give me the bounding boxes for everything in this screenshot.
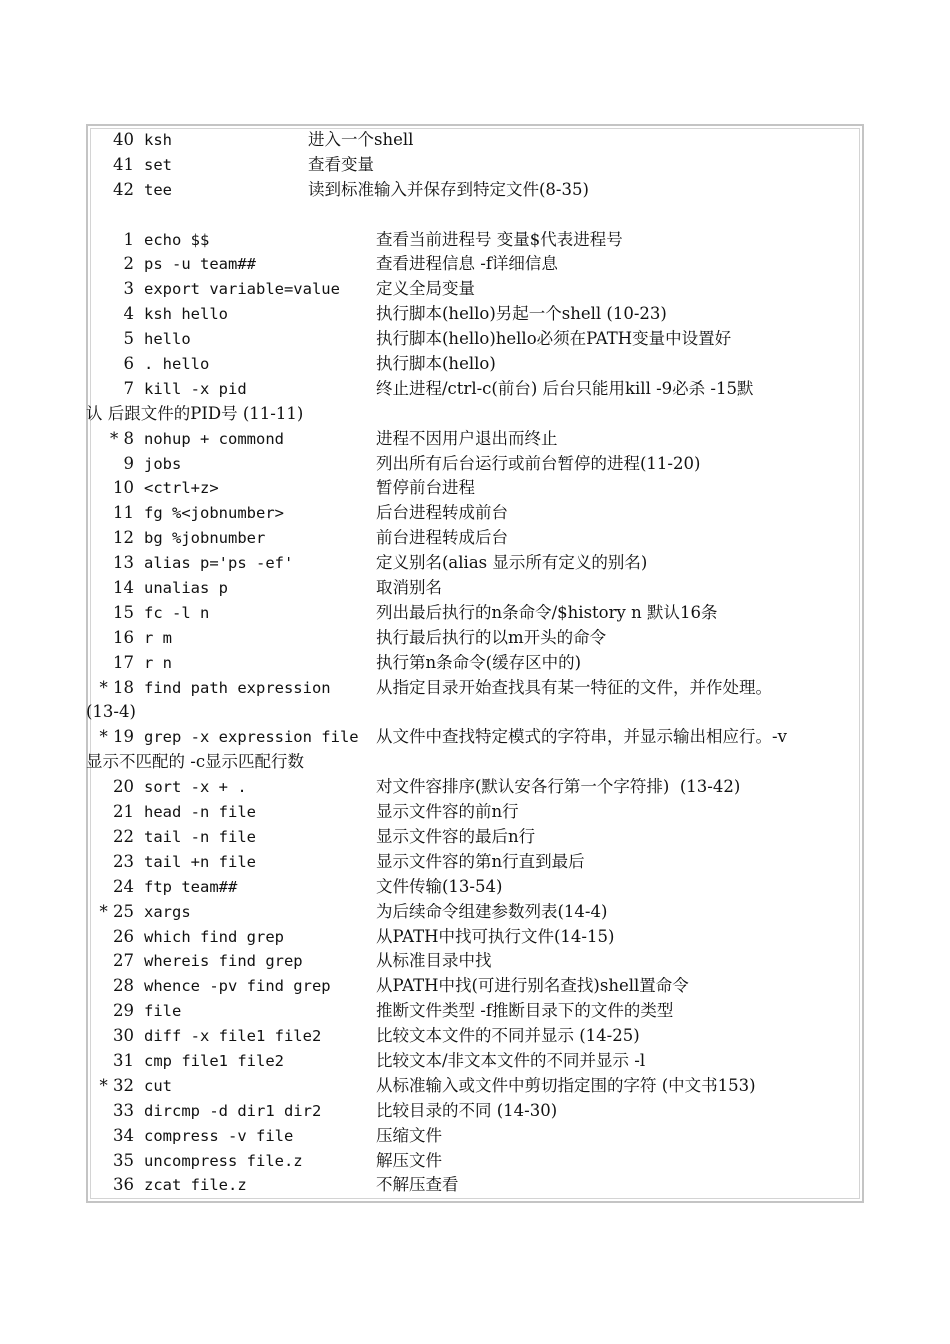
command-description: 暂停前台进程 bbox=[376, 478, 475, 498]
command-number: 4 bbox=[123, 304, 134, 324]
command-number: 16 bbox=[113, 627, 134, 647]
command-description: 从文件中查找特定模式的字符串，并显示输出相应行。-v bbox=[376, 727, 787, 747]
command-row-continuation bbox=[86, 750, 860, 775]
command-description: 进程不因用户退出而终止 bbox=[376, 428, 558, 448]
command-number: 35 bbox=[113, 1150, 134, 1170]
command-number: 14 bbox=[113, 578, 134, 598]
command-description: 为后续命令组建参数列表(14-4) bbox=[376, 901, 608, 921]
command-number: 9 bbox=[123, 453, 134, 473]
command-number: 20 bbox=[113, 777, 134, 797]
command-number: 29 bbox=[113, 1001, 134, 1021]
command-number: 42 bbox=[113, 179, 134, 199]
command-text: diff -x file1 file2 bbox=[144, 1027, 322, 1046]
command-text: r m bbox=[144, 628, 172, 647]
command-number: 17 bbox=[113, 652, 134, 672]
command-text: whence -pv find grep bbox=[144, 977, 331, 996]
command-row bbox=[90, 601, 860, 626]
command-description: 列出最后执行的n条命令/$history n 默认16条 bbox=[376, 602, 718, 622]
command-description: 执行脚本(hello) bbox=[376, 354, 496, 374]
command-description: 进入一个shell bbox=[308, 130, 414, 149]
command-description: 取消别名 bbox=[376, 578, 442, 598]
command-text: zcat file.z bbox=[144, 1176, 247, 1195]
command-number: * 8 bbox=[110, 428, 134, 448]
command-description: 查看变量 bbox=[308, 154, 374, 174]
command-text: tee bbox=[144, 180, 172, 199]
command-text: . hello bbox=[144, 355, 210, 374]
command-text: set bbox=[144, 155, 172, 174]
command-number: 11 bbox=[113, 503, 134, 523]
command-row bbox=[90, 476, 860, 501]
command-description: 定义全局变量 bbox=[376, 279, 475, 299]
command-number: 6 bbox=[123, 354, 134, 374]
command-text: alias p='ps -ef' bbox=[144, 554, 294, 573]
command-description: 读到标准输入并保存到特定文件(8-35) bbox=[308, 179, 589, 199]
command-row bbox=[90, 1024, 860, 1049]
command-row bbox=[90, 1049, 860, 1074]
command-row bbox=[90, 302, 860, 327]
command-text: echo $$ bbox=[144, 230, 210, 249]
command-description: 定义别名(alias 显示所有定义的别名) bbox=[376, 553, 648, 573]
command-number: 15 bbox=[113, 602, 134, 622]
command-text: cut bbox=[144, 1076, 172, 1095]
command-description: 执行脚本(hello)hello必须在PATH变量中设置好 bbox=[376, 329, 732, 349]
command-number: * 32 bbox=[99, 1075, 134, 1095]
command-row bbox=[90, 775, 860, 800]
command-row bbox=[90, 377, 860, 402]
command-text: which find grep bbox=[144, 927, 284, 946]
command-number: 26 bbox=[113, 926, 134, 946]
command-row bbox=[90, 925, 860, 950]
command-text: head -n file bbox=[144, 803, 256, 822]
command-text: dircmp -d dir1 dir2 bbox=[144, 1101, 322, 1120]
command-number: 7 bbox=[123, 378, 134, 398]
command-row bbox=[90, 651, 860, 676]
command-number: * 19 bbox=[99, 727, 134, 747]
command-number: 23 bbox=[113, 851, 134, 871]
command-number: 28 bbox=[113, 976, 134, 996]
command-description: 执行第n条命令(缓存区中的) bbox=[376, 652, 582, 672]
command-description: 查看当前进程号 变量$代表进程号 bbox=[376, 229, 623, 249]
command-row bbox=[90, 626, 860, 651]
command-text: kill -x pid bbox=[144, 379, 247, 398]
command-number: 24 bbox=[113, 876, 134, 896]
command-number: * 25 bbox=[99, 901, 134, 921]
command-row bbox=[90, 875, 860, 900]
command-description: 终止进程/ctrl-c(前台) 后台只能用kill -9必杀 -15默 bbox=[376, 378, 754, 398]
command-text: nohup + commond bbox=[144, 429, 284, 448]
command-text: compress -v file bbox=[144, 1126, 294, 1145]
command-row bbox=[90, 352, 860, 377]
command-text: ftp team## bbox=[144, 877, 238, 896]
command-row bbox=[90, 128, 860, 153]
command-description: 比较目录的不同 (14-30) bbox=[376, 1100, 558, 1120]
command-row bbox=[90, 825, 860, 850]
description-continuation: (13-4) bbox=[86, 702, 136, 722]
command-number: 21 bbox=[113, 802, 134, 822]
command-row-continuation bbox=[86, 700, 860, 725]
command-row bbox=[90, 800, 860, 825]
command-text: tail +n file bbox=[144, 852, 256, 871]
command-description: 查看进程信息 -f详细信息 bbox=[376, 254, 558, 274]
command-row bbox=[90, 551, 860, 576]
command-row bbox=[90, 228, 860, 253]
command-row bbox=[90, 1173, 860, 1198]
command-row bbox=[90, 153, 860, 178]
command-text: find path expression bbox=[144, 678, 331, 697]
command-number: 36 bbox=[113, 1175, 134, 1195]
description-continuation: 认 后跟文件的PID号 (11-11) bbox=[86, 403, 304, 423]
command-text: uncompress file.z bbox=[144, 1151, 303, 1170]
command-description: 压缩文件 bbox=[376, 1125, 442, 1145]
command-description: 比较文本文件的不同并显示 (14-25) bbox=[376, 1026, 640, 1046]
command-row bbox=[90, 1099, 860, 1124]
command-number: 33 bbox=[113, 1100, 134, 1120]
command-number: 41 bbox=[113, 154, 134, 174]
command-text: grep -x expression file bbox=[144, 728, 359, 747]
command-row bbox=[90, 1124, 860, 1149]
command-row bbox=[90, 501, 860, 526]
command-row bbox=[90, 1149, 860, 1174]
command-number: 40 bbox=[113, 130, 134, 149]
command-description: 比较文本/非文本文件的不同并显示 -l bbox=[376, 1050, 646, 1070]
command-description: 执行脚本(hello)另起一个shell (10-23) bbox=[376, 304, 667, 324]
command-number: 22 bbox=[113, 826, 134, 846]
command-row bbox=[90, 576, 860, 601]
command-row bbox=[90, 999, 860, 1024]
command-text: ksh hello bbox=[144, 305, 228, 324]
command-row bbox=[90, 178, 860, 203]
command-text: bg %jobnumber bbox=[144, 529, 266, 548]
command-number: 34 bbox=[113, 1125, 134, 1145]
command-number: 1 bbox=[123, 229, 134, 249]
command-description: 执行最后执行的以m开头的命令 bbox=[376, 627, 607, 647]
command-text: fg %<jobnumber> bbox=[144, 504, 284, 523]
command-row bbox=[90, 327, 860, 352]
command-row bbox=[90, 1074, 860, 1099]
command-description: 从标准输入或文件中剪切指定围的字符 (中文书153) bbox=[376, 1075, 756, 1095]
command-number: * 18 bbox=[99, 677, 134, 697]
command-number: 31 bbox=[113, 1050, 134, 1070]
command-description: 不解压查看 bbox=[376, 1175, 459, 1195]
command-description: 从PATH中找(可进行别名查找)shell置命令 bbox=[376, 976, 689, 996]
command-row-continuation bbox=[86, 402, 860, 427]
command-text: whereis find grep bbox=[144, 952, 303, 971]
command-description: 从标准目录中找 bbox=[376, 951, 492, 971]
command-text: ps -u team## bbox=[144, 255, 256, 274]
command-number: 10 bbox=[113, 478, 134, 498]
command-row bbox=[90, 725, 860, 750]
command-number: 13 bbox=[113, 553, 134, 573]
command-number: 27 bbox=[113, 951, 134, 971]
command-row bbox=[90, 974, 860, 999]
command-text: xargs bbox=[144, 902, 191, 921]
command-number: 2 bbox=[123, 254, 134, 274]
command-number: 12 bbox=[113, 528, 134, 548]
command-text: export variable=value bbox=[144, 280, 340, 299]
command-description: 列出所有后台运行或前台暂停的进程(11-20) bbox=[376, 453, 701, 473]
command-text: tail -n file bbox=[144, 827, 256, 846]
blank-line bbox=[90, 203, 860, 228]
command-description: 显示文件容的最后n行 bbox=[376, 826, 536, 846]
command-description: 前台进程转成后台 bbox=[376, 528, 508, 548]
command-description: 显示文件容的第n行直到最后 bbox=[376, 851, 585, 871]
command-text: ksh bbox=[144, 131, 172, 149]
command-row bbox=[90, 949, 860, 974]
command-number: 5 bbox=[123, 329, 134, 349]
command-row bbox=[90, 676, 860, 701]
command-description: 文件传输(13-54) bbox=[376, 876, 503, 896]
command-text: r n bbox=[144, 653, 172, 672]
command-text: unalias p bbox=[144, 579, 228, 598]
command-number: 3 bbox=[123, 279, 134, 299]
command-text: jobs bbox=[144, 454, 182, 473]
command-description: 从指定目录开始查找具有某一特征的文件，并作处理。 bbox=[376, 677, 772, 697]
command-text: <ctrl+z> bbox=[144, 479, 219, 498]
command-description: 推断文件类型 -f推断目录下的文件的类型 bbox=[376, 1001, 674, 1021]
command-row bbox=[90, 850, 860, 875]
command-row bbox=[90, 427, 860, 452]
command-description: 后台进程转成前台 bbox=[376, 503, 508, 523]
command-description: 对文件容排序(默认安各行第一个字符排) (13-42) bbox=[376, 777, 741, 797]
command-row bbox=[90, 277, 860, 302]
command-description: 从PATH中找可执行文件(14-15) bbox=[376, 926, 615, 946]
command-description: 解压文件 bbox=[376, 1150, 442, 1170]
command-row bbox=[90, 526, 860, 551]
command-row bbox=[90, 900, 860, 925]
command-text: file bbox=[144, 1002, 182, 1021]
command-description: 显示文件容的前n行 bbox=[376, 802, 519, 822]
command-row bbox=[90, 252, 860, 277]
command-list bbox=[86, 128, 860, 1198]
command-number: 30 bbox=[113, 1026, 134, 1046]
command-text: hello bbox=[144, 330, 191, 349]
command-text: sort -x + . bbox=[144, 778, 247, 797]
command-row bbox=[90, 452, 860, 477]
command-text: fc -l n bbox=[144, 603, 210, 622]
description-continuation: 显示不匹配的 -c显示匹配行数 bbox=[86, 752, 305, 772]
command-text: cmp file1 file2 bbox=[144, 1051, 284, 1070]
